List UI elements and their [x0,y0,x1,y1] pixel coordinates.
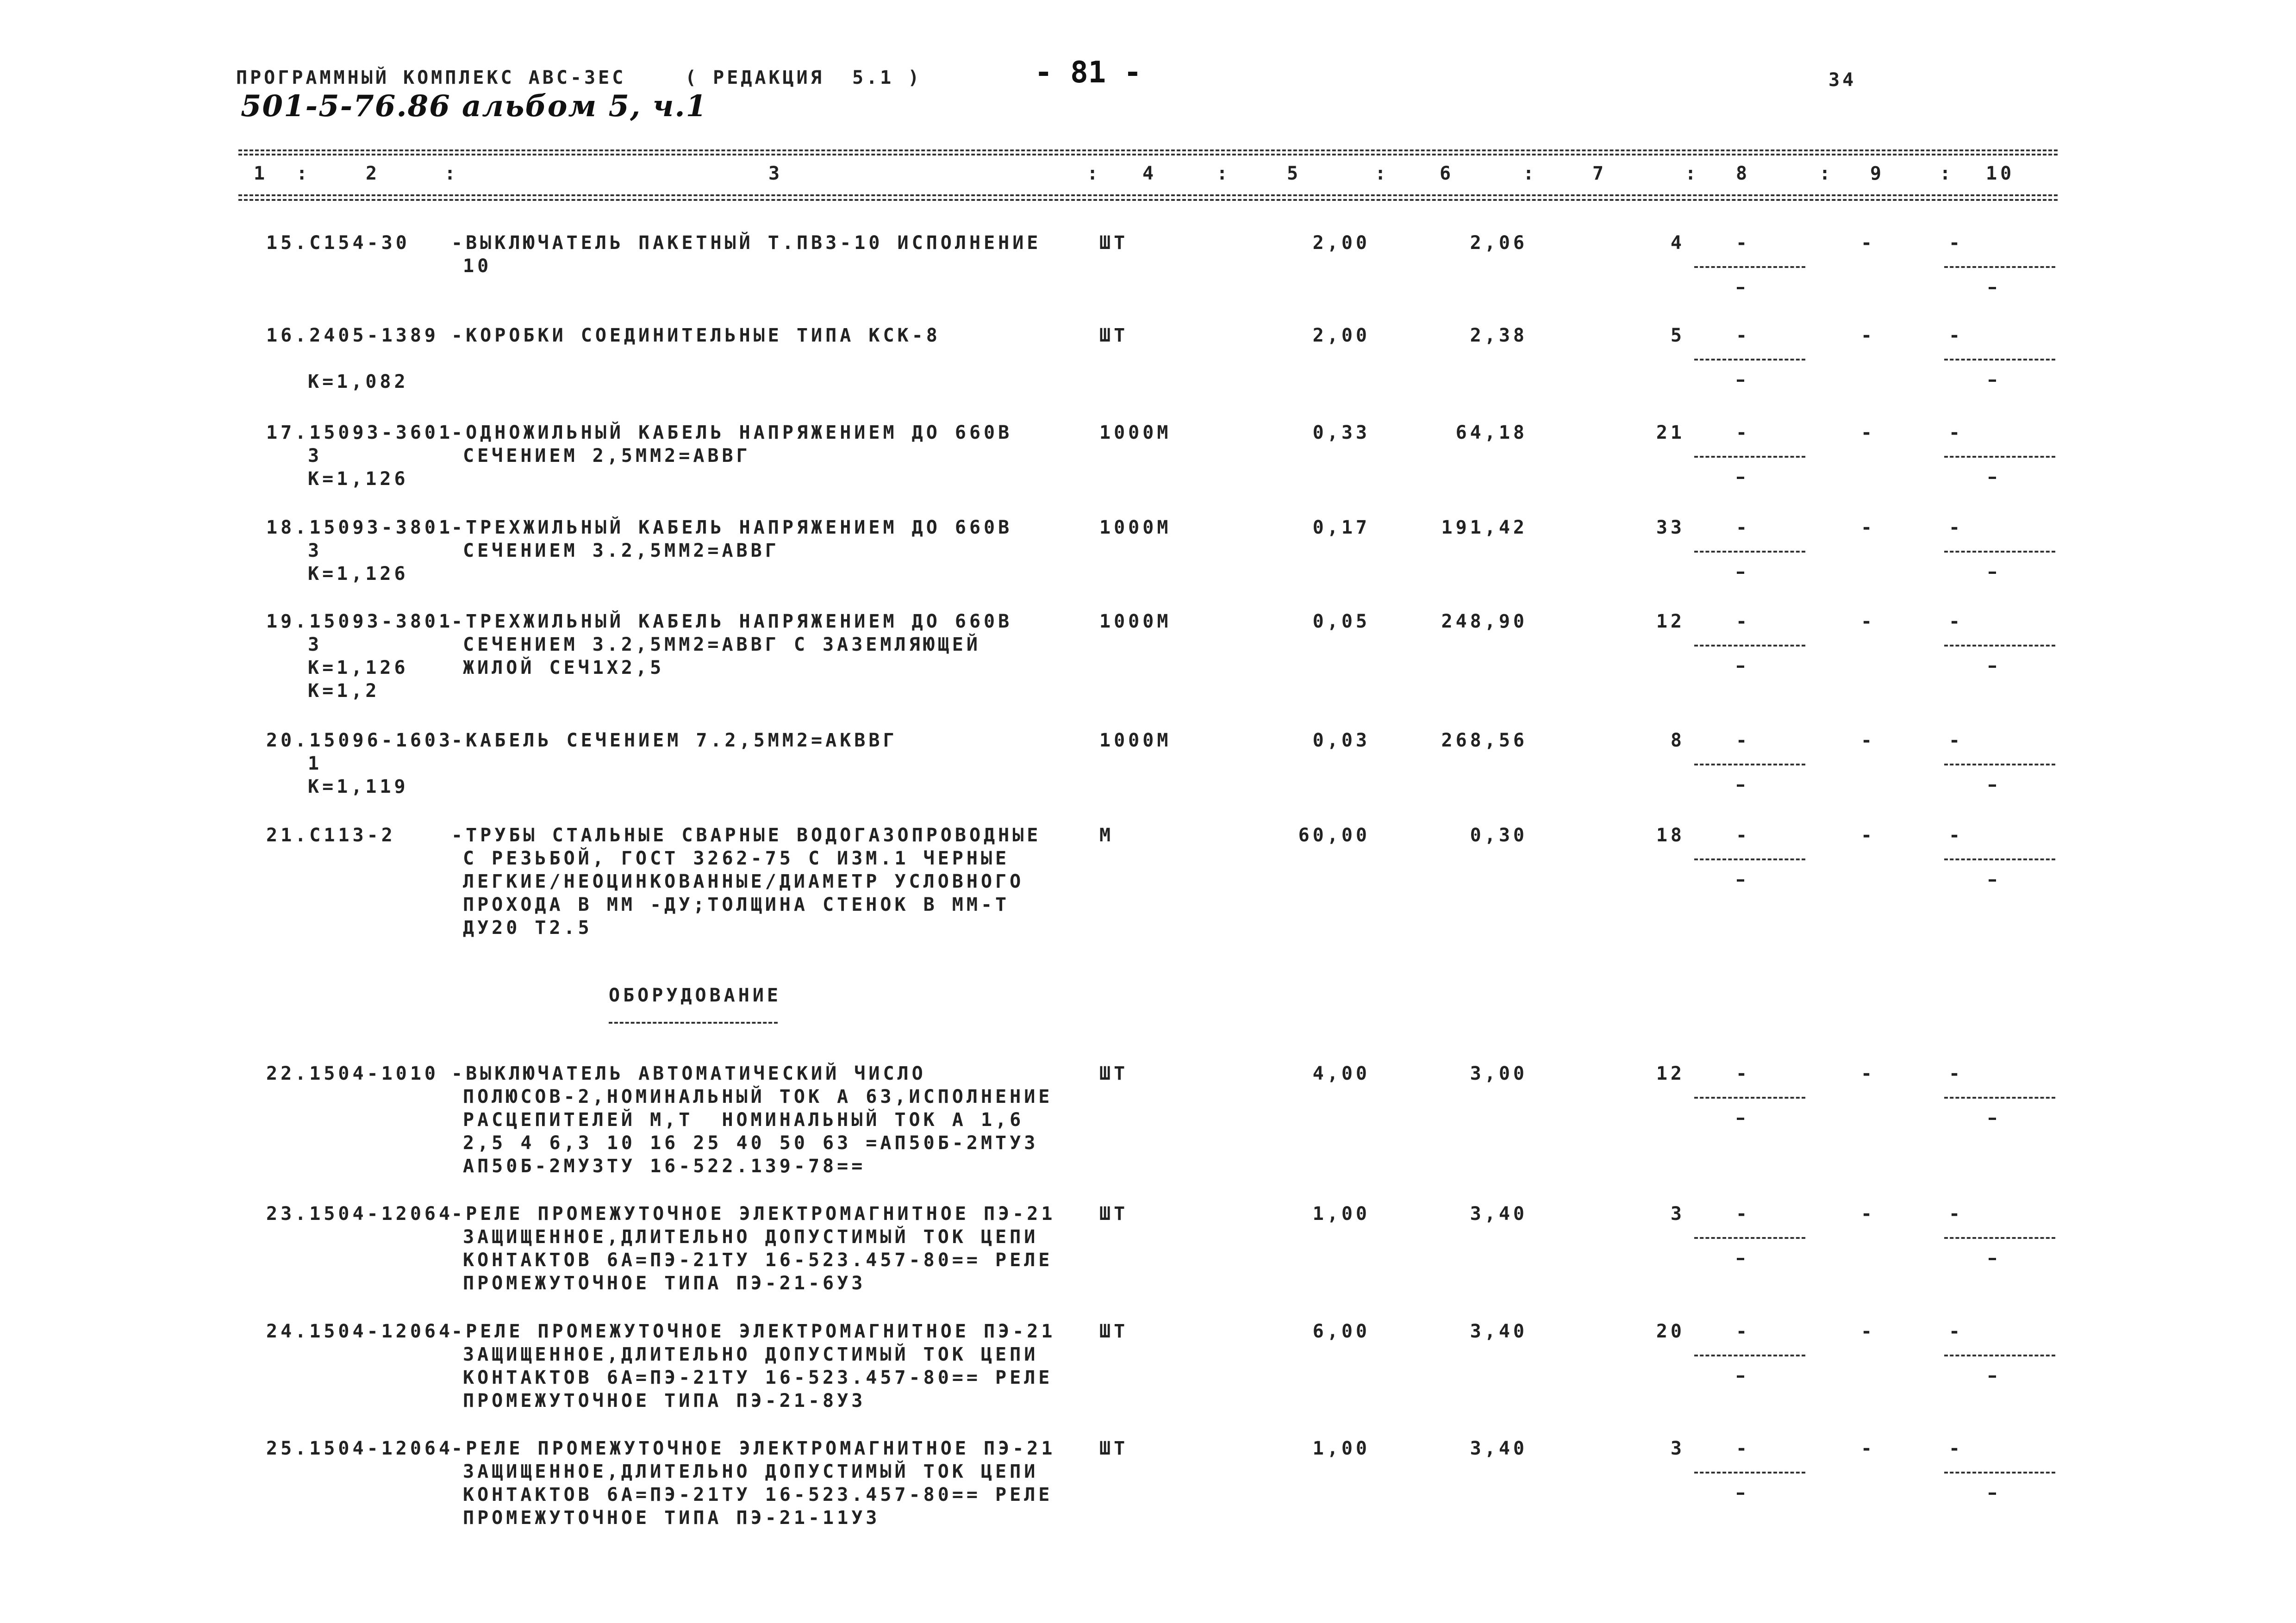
row-col10-top: - [1949,611,1964,632]
row-col9: - [1861,325,1876,346]
col10-bottom-mark [1989,1375,1996,1378]
row-col7: 4 [1670,232,1685,254]
row-coefficient: К=1,126 [308,468,409,490]
row-description-line: -ОДНОЖИЛЬНЫЙ КАБЕЛЬ НАПРЯЖЕНИЕМ ДО 660В [451,422,1013,443]
page-number-hand: - 81 - [1035,56,1142,90]
col10-divider [1944,1472,2055,1474]
row-code: 19.15093-3801 [266,611,454,632]
col8-divider [1694,645,1805,647]
row-col10-top: - [1949,1203,1964,1225]
col8-divider [1694,858,1805,860]
row-col8-top: - [1736,1438,1751,1459]
row-col8-top: - [1736,1203,1751,1225]
col8-bottom-mark [1737,879,1744,882]
header-bottom-rule-2 [238,199,2058,201]
column-header-8: 8 [1736,163,1751,184]
row-quantity: 1,00 [1312,1203,1370,1225]
section-heading: ОБОРУДОВАНИЕ [609,985,781,1006]
row-col10-top: - [1949,825,1964,846]
col8-divider [1694,456,1805,458]
col10-divider [1944,1355,2055,1356]
row-quantity: 2,00 [1312,232,1370,254]
top-rule-2 [238,154,2058,155]
col8-divider [1694,1355,1805,1356]
col8-divider [1694,1097,1805,1099]
row-coefficient: К=1,126 [308,563,409,585]
column-separator: : [444,163,459,184]
col8-divider [1694,764,1805,765]
col8-divider [1694,1472,1805,1474]
row-unit: 1000М [1099,730,1172,751]
row-description-line: ЗАЩИЩЕННОЕ,ДЛИТЕЛЬНО ДОПУСТИМЫЙ ТОК ЦЕПИ [463,1344,1039,1365]
row-quantity: 60,00 [1298,825,1370,846]
row-description-line: -ТРЕХЖИЛЬНЫЙ КАБЕЛЬ НАПРЯЖЕНИЕМ ДО 660В [451,517,1013,538]
column-separator: : [1375,163,1390,184]
row-description-line: КОНТАКТОВ 6А=ПЭ-21ТУ 16-523.457-80== РЕЛЕ [463,1250,1053,1271]
row-col10-top: - [1949,325,1964,346]
col8-bottom-mark [1737,1375,1744,1378]
row-coefficient: К=1,2 [308,680,380,702]
col10-bottom-mark [1989,287,1996,289]
row-unit: ШТ [1099,232,1129,254]
row-description-line: ПРОМЕЖУТОЧНОЕ ТИПА ПЭ-21-6УЗ [463,1273,866,1294]
section-heading-underline [609,1022,778,1024]
row-unit: 1000М [1099,422,1172,443]
column-separator: : [1523,163,1538,184]
row-col10-top: - [1949,517,1964,538]
row-code: 25.1504-12064 [266,1438,454,1459]
row-coefficient: 3 [308,445,323,466]
col10-bottom-mark [1989,879,1996,882]
row-unit-price: 64,18 [1455,422,1528,443]
row-col8-top: - [1736,611,1751,632]
page-number: 34 [1828,69,1857,91]
row-col8-top: - [1736,232,1751,254]
col8-bottom-mark [1737,1118,1744,1120]
row-col10-top: - [1949,730,1964,751]
col10-bottom-mark [1989,665,1996,668]
row-quantity: 2,00 [1312,325,1370,346]
row-unit: 1000М [1099,611,1172,632]
row-description-line: С РЕЗЬБОЙ, ГОСТ 3262-75 С ИЗМ.1 ЧЕРНЫЕ [463,848,1010,869]
row-col7: 3 [1670,1438,1685,1459]
row-unit: 1000М [1099,517,1172,538]
row-col7: 33 [1656,517,1685,538]
row-description-line: ЗАЩИЩЕННОЕ,ДЛИТЕЛЬНО ДОПУСТИМЫЙ ТОК ЦЕПИ [463,1461,1039,1482]
row-unit-price: 3,40 [1470,1321,1528,1342]
column-header-2: 2 [366,163,381,184]
row-code: 22.1504-1010 [266,1063,439,1084]
row-description-line: -РЕЛЕ ПРОМЕЖУТОЧНОЕ ЭЛЕКТРОМАГНИТНОЕ ПЭ-21 [451,1321,1056,1342]
col10-divider [1944,858,2055,860]
row-col8-top: - [1736,730,1751,751]
row-col7: 21 [1656,422,1685,443]
handwritten-album: 501-5-76.86 альбом 5, ч.1 [241,89,708,124]
row-description-line: ДУ20 Т2.5 [463,917,593,939]
row-col10-top: - [1949,1438,1964,1459]
row-coefficient: 1 [308,753,323,774]
row-col9: - [1861,517,1876,538]
row-description-line: -ВЫКЛЮЧАТЕЛЬ АВТОМАТИЧЕСКИЙ ЧИСЛО [451,1063,926,1084]
row-quantity: 4,00 [1312,1063,1370,1084]
row-code: 23.1504-12064 [266,1203,454,1225]
row-description-line: ЖИЛОЙ СЕЧ1Х2,5 [463,657,665,678]
row-unit: ШТ [1099,1063,1129,1084]
col10-divider [1944,764,2055,765]
row-col8-top: - [1736,325,1751,346]
row-unit-price: 248,90 [1441,611,1528,632]
row-description-line: -КОРОБКИ СОЕДИНИТЕЛЬНЫЕ ТИПА КСК-8 [451,325,941,346]
row-col9: - [1861,1438,1876,1459]
column-header-10: 10 [1986,163,2015,184]
row-code: 18.15093-3801 [266,517,454,538]
col10-bottom-mark [1989,379,1996,382]
row-unit-price: 3,40 [1470,1438,1528,1459]
col10-divider [1944,1097,2055,1099]
col10-divider [1944,359,2055,361]
column-header-4: 4 [1142,163,1157,184]
row-description-line: РАСЦЕПИТЕЛЕЙ М,Т НОМИНАЛЬНЫЙ ТОК А 1,6 [463,1109,1024,1131]
col8-divider [1694,551,1805,553]
col10-bottom-mark [1989,784,1996,787]
row-quantity: 0,05 [1312,611,1370,632]
program-title: ПРОГРАММНЫЙ КОМПЛЕКС АВС-3ЕС [236,67,626,88]
row-description-line: -ТРЕХЖИЛЬНЫЙ КАБЕЛЬ НАПРЯЖЕНИЕМ ДО 660В [451,611,1013,632]
row-col7: 5 [1670,325,1685,346]
row-quantity: 0,17 [1312,517,1370,538]
top-rule [238,149,2058,151]
col8-divider [1694,266,1805,268]
row-description-line: -КАБЕЛЬ СЕЧЕНИЕМ 7.2,5ММ2=АКВВГ [451,730,898,751]
row-unit: ШТ [1099,1321,1129,1342]
row-coefficient: 3 [308,540,323,561]
row-coefficient: К=1,119 [308,776,409,797]
row-description-line: ПОЛЮСОВ-2,НОМИНАЛЬНЫЙ ТОК А 63,ИСПОЛНЕНИЕ [463,1086,1053,1107]
column-separator: : [1685,163,1700,184]
row-col8-top: - [1736,1321,1751,1342]
row-code: 16.2405-1389 [266,325,439,346]
row-coefficient: К=1,126 [308,657,409,678]
row-unit-price: 2,06 [1470,232,1528,254]
row-description-line: -РЕЛЕ ПРОМЕЖУТОЧНОЕ ЭЛЕКТРОМАГНИТНОЕ ПЭ-21 [451,1438,1056,1459]
col8-bottom-mark [1737,1258,1744,1260]
row-col9: - [1861,730,1876,751]
row-description-line: ЗАЩИЩЕННОЕ,ДЛИТЕЛЬНО ДОПУСТИМЫЙ ТОК ЦЕПИ [463,1226,1039,1248]
col10-divider [1944,266,2055,268]
row-col7: 18 [1656,825,1685,846]
row-col8-top: - [1736,517,1751,538]
row-description-line: ПРОХОДА В ММ -ДУ;ТОЛЩИНА СТЕНОК В ММ-Т [463,894,1010,915]
row-description-line: ЛЕГКИЕ/НЕОЦИНКОВАННЫЕ/ДИАМЕТР УСЛОВНОГО [463,871,1024,892]
row-unit-price: 0,30 [1470,825,1528,846]
row-unit-price: 3,00 [1470,1063,1528,1084]
row-quantity: 0,33 [1312,422,1370,443]
row-col10-top: - [1949,232,1964,254]
col8-bottom-mark [1737,665,1744,668]
row-code: 20.15096-1603 [266,730,454,751]
edition-label: ( РЕДАКЦИЯ 5.1 ) [685,67,922,88]
column-header-5: 5 [1287,163,1302,184]
row-quantity: 1,00 [1312,1438,1370,1459]
col8-bottom-mark [1737,287,1744,289]
row-unit: М [1099,825,1114,846]
column-separator: : [1217,163,1231,184]
row-col10-top: - [1949,1063,1964,1084]
row-col10-top: - [1949,422,1964,443]
col10-divider [1944,645,2055,647]
row-description-line: 10 [463,255,492,277]
row-unit: ШТ [1099,1203,1129,1225]
row-unit: ШТ [1099,1438,1129,1459]
row-col9: - [1861,422,1876,443]
row-description-line: ПРОМЕЖУТОЧНОЕ ТИПА ПЭ-21-8УЗ [463,1390,866,1412]
row-code: 21.С113-2 [266,825,396,846]
column-header-7: 7 [1592,163,1607,184]
row-col8-top: - [1736,422,1751,443]
col10-bottom-mark [1989,1258,1996,1260]
col10-divider [1944,551,2055,553]
row-quantity: 6,00 [1312,1321,1370,1342]
row-col9: - [1861,1203,1876,1225]
col10-divider [1944,456,2055,458]
row-col9: - [1861,825,1876,846]
row-description-line: КОНТАКТОВ 6А=ПЭ-21ТУ 16-523.457-80== РЕЛЕ [463,1367,1053,1388]
row-description-line: -ВЫКЛЮЧАТЕЛЬ ПАКЕТНЫЙ Т.ПВЗ-10 ИСПОЛНЕНИЕ [451,232,1042,254]
col8-divider [1694,1237,1805,1239]
header-bottom-rule [238,194,2058,196]
row-col7: 12 [1656,611,1685,632]
col10-bottom-mark [1989,477,1996,479]
row-description-line: КОНТАКТОВ 6А=ПЭ-21ТУ 16-523.457-80== РЕЛЕ [463,1484,1053,1505]
row-col9: - [1861,232,1876,254]
row-code: 17.15093-3601 [266,422,454,443]
row-col8-top: - [1736,825,1751,846]
column-separator: : [1940,163,1954,184]
col8-divider [1694,359,1805,361]
column-header-3: 3 [768,163,783,184]
row-description-line: СЕЧЕНИЕМ 2,5ММ2=АВВГ [463,445,751,466]
row-unit: ШТ [1099,325,1129,346]
row-col7: 12 [1656,1063,1685,1084]
col10-bottom-mark [1989,1492,1996,1495]
row-col9: - [1861,611,1876,632]
col8-bottom-mark [1737,1492,1744,1495]
row-description-line: СЕЧЕНИЕМ 3.2,5ММ2=АВВГ С ЗАЗЕМЛЯЮЩЕЙ [463,634,981,655]
row-code: 24.1504-12064 [266,1321,454,1342]
row-description-line: 2,5 4 6,3 10 16 25 40 50 63 =АП50Б-2МТУЗ [463,1132,1039,1154]
row-col9: - [1861,1321,1876,1342]
column-header-9: 9 [1870,163,1885,184]
row-col7: 3 [1670,1203,1685,1225]
row-col10-top: - [1949,1321,1964,1342]
row-coefficient: К=1,082 [308,371,409,392]
row-col7: 8 [1670,730,1685,751]
col10-bottom-mark [1989,572,1996,574]
row-col7: 20 [1656,1321,1685,1342]
col8-bottom-mark [1737,572,1744,574]
row-description-line: -РЕЛЕ ПРОМЕЖУТОЧНОЕ ЭЛЕКТРОМАГНИТНОЕ ПЭ-21 [451,1203,1056,1225]
row-coefficient: 3 [308,634,323,655]
row-unit-price: 3,40 [1470,1203,1528,1225]
row-quantity: 0,03 [1312,730,1370,751]
column-separator: : [1087,163,1102,184]
col8-bottom-mark [1737,379,1744,382]
row-col8-top: - [1736,1063,1751,1084]
row-col9: - [1861,1063,1876,1084]
row-code: 15.С154-30 [266,232,410,254]
row-description-line: АП50Б-2МУЗТУ 16-522.139-78== [463,1156,866,1177]
column-separator: : [1819,163,1834,184]
column-header-1: 1 [254,163,268,184]
column-separator: : [296,163,311,184]
row-description-line: СЕЧЕНИЕМ 3.2,5ММ2=АВВГ [463,540,780,561]
col10-bottom-mark [1989,1118,1996,1120]
row-unit-price: 191,42 [1441,517,1528,538]
col8-bottom-mark [1737,784,1744,787]
col10-divider [1944,1237,2055,1239]
row-unit-price: 268,56 [1441,730,1528,751]
col8-bottom-mark [1737,477,1744,479]
row-description-line: -ТРУБЫ СТАЛЬНЫЕ СВАРНЫЕ ВОДОГАЗОПРОВОДНЫЕ [451,825,1042,846]
row-unit-price: 2,38 [1470,325,1528,346]
row-description-line: ПРОМЕЖУТОЧНОЕ ТИПА ПЭ-21-11УЗ [463,1507,880,1529]
column-header-6: 6 [1440,163,1454,184]
